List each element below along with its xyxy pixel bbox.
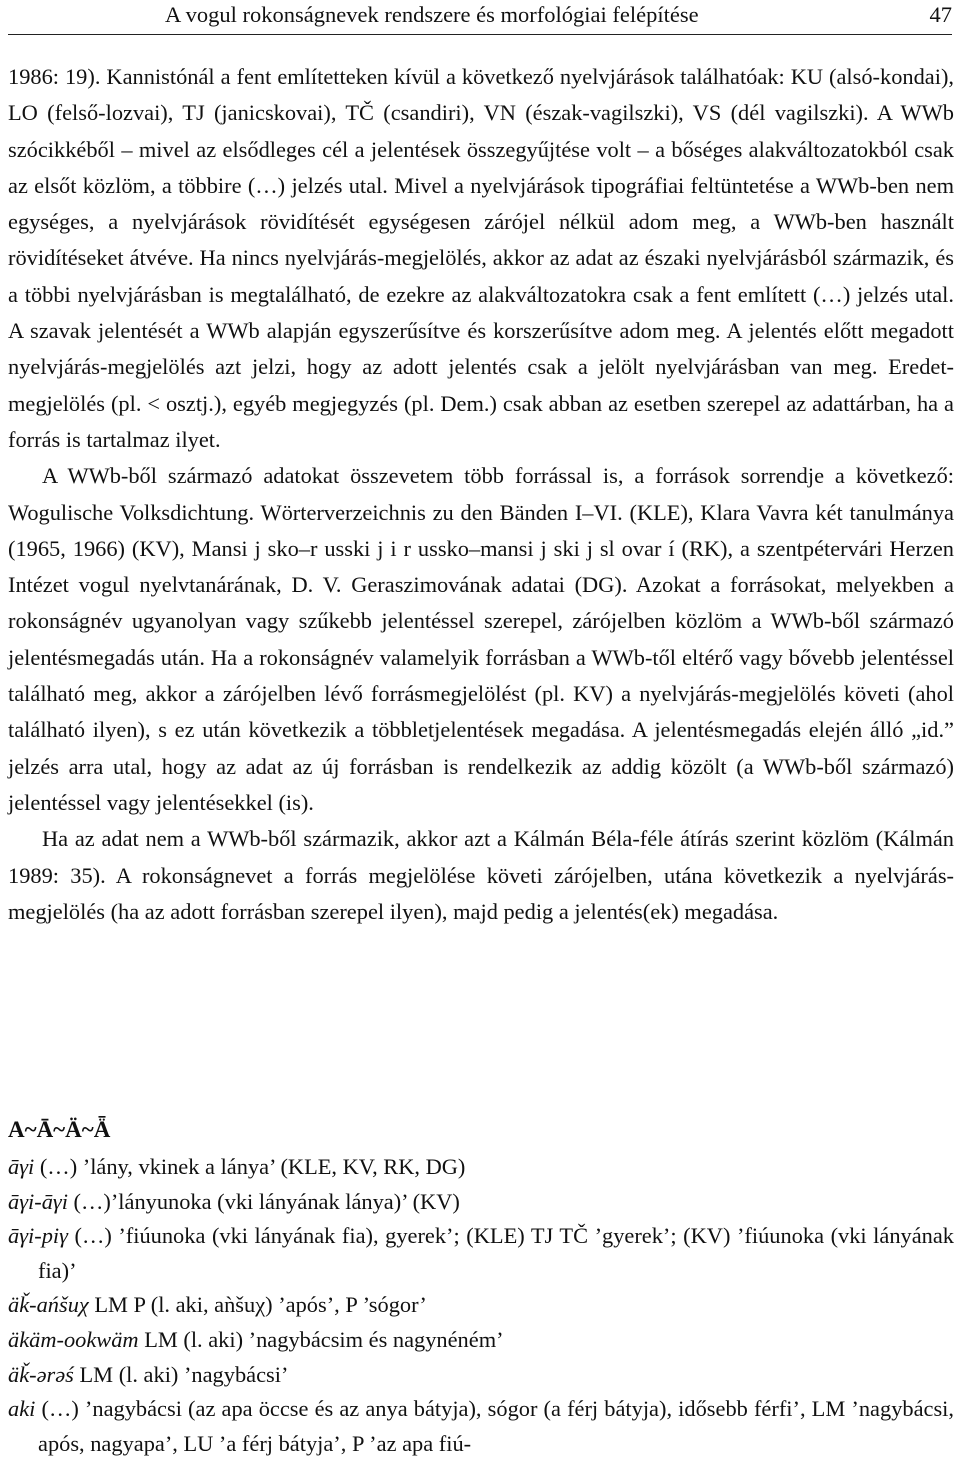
body-text xyxy=(8,59,954,930)
paragraph-2: A WWb-ből származó adatokat összevetem több forrással is, a források sorrendje a következő: Wogulische Volksdichtung. Wörterverzeichnis zu den Bänden I–VI. (KLE), Klara Vavra két tanulmánya (1965, 1966) (KV), Mansi j sko–r usski j i r ussko–mansi j ski j sl ovar í (RK), a szentpétervári Herzen Intézet vogul nyelvtanárának, D. V. Geraszimovának adatai (DG). Azokat a forrásokat, melyekben a rokonságnév ugyanolyan vagy szűkebb jelentéssel szerepel, zárójelben közlöm a WWb-ből származó jelentésmegadás után. Ha a rokonságnév valamelyik forrásban a WWb-től eltérő vagy bővebb jelentéssel található meg, akkor a zárójelben lévő forrásmegjelölést (pl. KV) a nyelvjárás-megjelölés követi (ahol található ilyen), s ez után következik a többletjelentések megadása. A jelentésmegadás elején álló „id.” jelzés arra utal, hogy az adat az új forrásban is rendelkezik az addig közölt (a WWb-ből származó) jelentéssel vagy jelentésekkel (is). xyxy=(8,463,954,815)
section-heading: A~Ā~Ä~Ǟ xyxy=(8,1117,111,1142)
entry-text: (…) ’nagybácsi (az apa öccse és az anya bátyja), sógor (a férj bátyja), idősebb férfi’, LM ’nagybácsi, após, nagyapa’, LU ’a férj bátyja’, P ’az apa fiú- xyxy=(35,1396,954,1456)
paragraph-1: 1986: 19). Kannistónál a fent említetteken kívül a következő nyelvjárások találhatóak: KU (alsó-kondai), LO (felső-lozvai), TJ (janicskovai), TČ (csandiri), VN (észak-vagilszki), VS (dél vagilszki). A WWb szócikkéből – mivel az elsődleges cél a jelentések összegyűjtése volt – a bőséges alakváltozatokból csak az elsőt közlöm, a többire (…) jelzés utal. Mivel a nyelvjárások tipográfiai feltüntetése a WWb-ben nem egységes, a nyelvjárások rövidítését egységesen zárójel nélkül adom meg, a WWb-ben használt rövidítéseket átvéve. Ha nincs nyelvjárás-megjelölés, akkor az adat az északi nyelvjárásból származik, és a többi nyelvjárásban is megtalálható, de ezekre az alakváltozatokra csak a fent említett (…) jelzés utal. A szavak jelentését a WWb alapján egyszerűsítve és korszerűsítve adom meg. A jelentés előtt megadott nyelvjárás-megjelölés azt jelzi, hogy az adott jelentés csak a jelölt nyelvjárásban van meg. Eredet-megjelölés (pl. < osztj.), egyéb megjegyzés (pl. Dem.) csak abban az esetben szerepel az adattárban, ha a forrás is tartalmaz ilyet. xyxy=(8,64,954,452)
dictionary-entry xyxy=(8,1185,954,1220)
dictionary-entry xyxy=(8,1150,954,1185)
entry-headword: aki xyxy=(8,1396,36,1422)
entry-headword: äǩ-ańšuχ xyxy=(8,1292,89,1318)
dictionary-entry xyxy=(8,1358,954,1393)
dictionary-entry xyxy=(8,1219,954,1288)
entry-text: (…) ’fiúunoka (vki lányának fia), gyerek’; (KLE) TJ TČ ’gyerek’; (KV) ’fiúunoka (vki lányának fia)’ xyxy=(38,1223,954,1283)
entry-text: LM P (l. aki, aǹšuχ) ’após’, P ’sógor’ xyxy=(88,1292,427,1318)
dictionary-entry xyxy=(8,1392,954,1461)
entry-headword: āγi-piγ xyxy=(8,1223,68,1249)
entry-headword: äkäm-ookwäm xyxy=(8,1326,139,1352)
entry-text: (…) ’lány, vkinek a lánya’ (KLE, KV, RK, DG) xyxy=(34,1154,466,1179)
entry-text: LM (l. aki) ’nagybácsim és nagynéném’ xyxy=(138,1326,504,1352)
entry-text: LM (l. aki) ’nagybácsi’ xyxy=(73,1361,289,1387)
page-number: 47 xyxy=(929,2,952,27)
entry-headword: āγi-āγi xyxy=(8,1188,68,1214)
entry-text: (…)’lányunoka (vki lányának lánya)’ (KV) xyxy=(67,1188,460,1214)
dictionary-entry xyxy=(8,1288,954,1323)
header-rule xyxy=(8,34,952,35)
dictionary-entries xyxy=(8,1150,954,1461)
running-header xyxy=(0,0,960,34)
entry-headword: āγi xyxy=(8,1154,35,1179)
dictionary-entry xyxy=(8,1323,954,1358)
entry-headword: äǩ-ərəś xyxy=(8,1361,74,1387)
paragraph-3: Ha az adat nem a WWb-ből származik, akkor azt a Kálmán Béla-féle átírás szerint közlöm (Kálmán 1989: 35). A rokonságnevet a forrás megjelölése követi zárójelben, utána következik a nyelvjárás-megjelölés (ha az adott forrásban szerepel ilyen), majd pedig a jelentés(ek) megadása. xyxy=(8,826,954,924)
header-title: A vogul rokonságnevek rendszere és morfológiai felépítése xyxy=(165,2,699,27)
